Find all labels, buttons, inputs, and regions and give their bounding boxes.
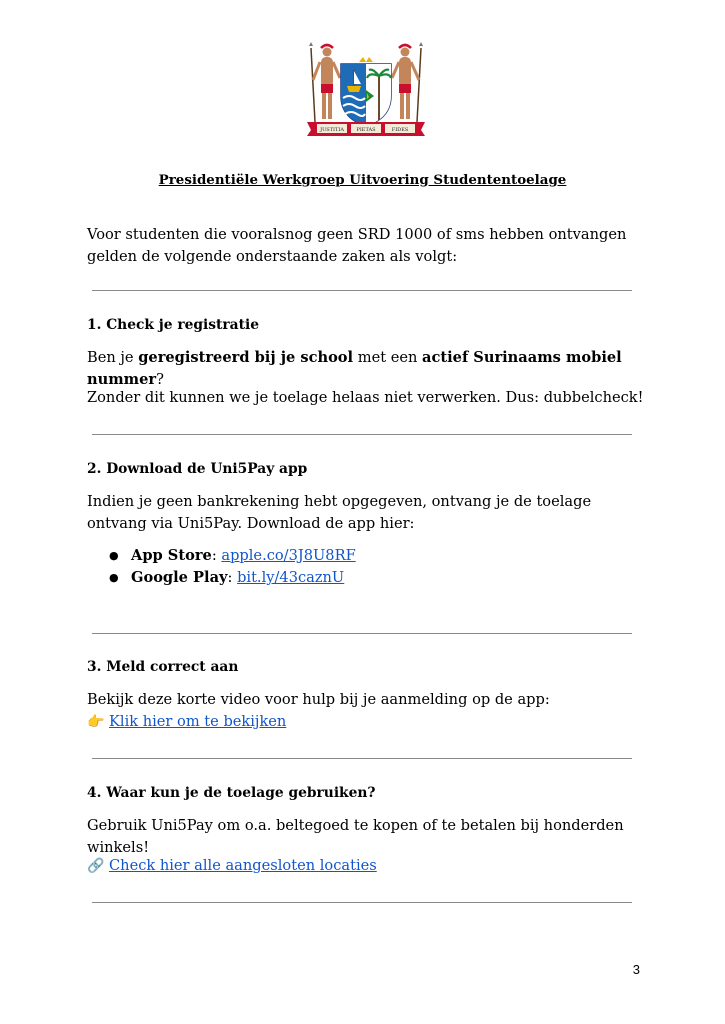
bullet-label: Google Play (131, 569, 228, 586)
page-number: 3 (632, 962, 640, 977)
bullet-icon: ● (109, 571, 119, 584)
pointing-hand-icon: 👉 (87, 714, 105, 730)
section-3-link-line (87, 711, 647, 733)
section-1-heading: 1. Check je registratie (87, 317, 260, 333)
section-2-heading: 2. Download de Uni5Pay app (87, 461, 308, 477)
link-icon: 🔗 (87, 858, 105, 874)
locations-link[interactable]: Check hier alle aangesloten locaties (109, 857, 377, 874)
left-supporter-figure (309, 42, 340, 122)
section-4-heading: 4. Waar kun je de toelage gebruiken? (87, 785, 376, 801)
divider (92, 758, 632, 759)
list-item-google-play (109, 567, 344, 589)
section-2-paragraph: Indien je geen bankrekening hebt opgegeven, ontvang je de toelage ontvang via Uni5Pay. Download de app hier: (87, 493, 592, 532)
google-play-link[interactable]: bit.ly/43caznU (237, 569, 345, 586)
bullet-separator: : (211, 547, 222, 564)
section-1-note: Zonder dit kunnen we je toelage helaas niet verwerken. Dus: dubbelcheck! (87, 389, 644, 406)
bullet-label: App Store (131, 547, 212, 564)
shield (341, 57, 391, 126)
text-run: ? (156, 371, 164, 388)
section-4-link-line (87, 855, 647, 877)
motto-word-pietas: PIETAS (356, 127, 376, 133)
divider (92, 633, 632, 634)
section-3-heading: 3. Meld correct aan (87, 659, 239, 675)
text-run: met een (353, 349, 423, 366)
document-title: Presidentiële Werkgroep Uitvoering Studententoelage (158, 172, 567, 188)
bullet-icon: ● (109, 549, 119, 562)
right-supporter-figure (392, 42, 423, 122)
coat-of-arms-emblem (303, 40, 429, 136)
divider (92, 434, 632, 435)
bold-active-mobile-number: actief Surinaams mobiel nummer (87, 349, 622, 388)
app-store-link[interactable]: apple.co/3J8U8RF (221, 547, 356, 564)
list-item-app-store (109, 545, 356, 567)
motto-word-fides: FIDES (391, 127, 409, 133)
divider (92, 902, 632, 903)
watch-video-link[interactable]: Klik hier om te bekijken (109, 713, 287, 730)
section-3-paragraph: Bekijk deze korte video voor hulp bij je aanmelding op de app: (87, 691, 550, 708)
divider (92, 290, 632, 291)
motto-word-justitia: JUSTITIA (320, 127, 344, 133)
section-1-paragraph (87, 347, 647, 391)
text-run: Ben je (87, 349, 139, 366)
intro-paragraph: Voor studenten die vooralsnog geen SRD 1000 of sms hebben ontvangen gelden de volgende onderstaande zaken als volgt: (87, 226, 627, 265)
bullet-separator: : (227, 569, 238, 586)
section-4-paragraph: Gebruik Uni5Pay om o.a. beltegoed te kopen of te betalen bij honderden winkels! (87, 817, 624, 856)
bold-registered-at-school: geregistreerd bij je school (138, 349, 354, 366)
